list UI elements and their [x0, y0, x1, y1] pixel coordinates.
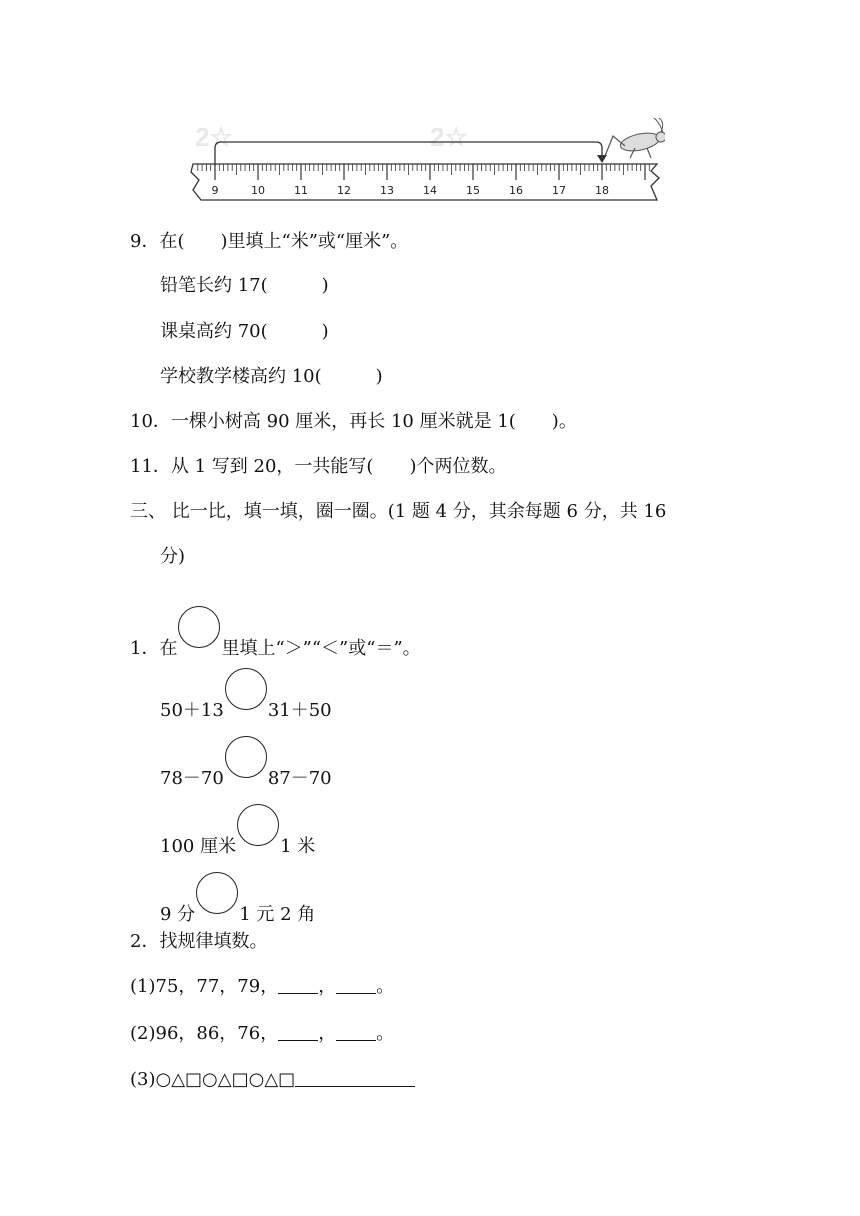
- compare-left: 9 分: [160, 904, 196, 925]
- compare-right: 31＋50: [267, 700, 332, 721]
- s3q1-prefix: 1．在: [130, 638, 178, 659]
- pattern-1: [130, 975, 394, 999]
- ruler-svg: [185, 118, 665, 208]
- ruler-tick-label: 12: [337, 184, 351, 197]
- pattern-1-prefix: (1)75，77，79，: [130, 976, 279, 997]
- ruler-tick-label: 16: [509, 184, 523, 197]
- compare-row-4: [160, 872, 315, 935]
- grasshopper-head: [656, 132, 665, 142]
- arrow-head: [597, 155, 607, 163]
- watermark: 2☆: [430, 122, 468, 152]
- pattern-3: [130, 1068, 415, 1092]
- pattern-2-prefix: (2)96，86，76，: [130, 1023, 279, 1044]
- pattern-1-blank-b[interactable]: [336, 977, 376, 994]
- ruler-tick-label: 9: [211, 184, 219, 197]
- compare-circle[interactable]: [237, 804, 279, 846]
- pattern-2: [130, 1022, 394, 1046]
- arrow-line: [215, 142, 602, 166]
- pattern-1-end: 。: [376, 976, 395, 997]
- pattern-3-prefix: (3)○△□○△□○△□: [130, 1069, 296, 1090]
- compare-circle[interactable]: [225, 736, 267, 778]
- ruler-tick-label: 13: [380, 184, 394, 197]
- compare-row-1: [160, 668, 332, 731]
- s3q1-suffix: 里填上“＞”“＜”或“＝”。: [221, 638, 421, 659]
- pattern-1-sep: ，: [318, 976, 337, 997]
- compare-circle[interactable]: [225, 668, 267, 710]
- ruler-tick-label: 18: [595, 184, 609, 197]
- compare-row-3: [160, 804, 315, 867]
- s3q2-title: 2．找规律填数。: [130, 931, 268, 952]
- q9-item-3: 学校教学楼高约 10( ): [160, 366, 383, 387]
- compare-left: 78－70: [160, 768, 224, 789]
- q9-item-1: 铅笔长约 17( ): [160, 275, 329, 296]
- s3q1-title: [130, 606, 421, 669]
- q9-title: 9．在( )里填上“米”或“厘米”。: [130, 231, 409, 252]
- ruler-figure: [185, 118, 665, 208]
- pattern-2-end: 。: [376, 1023, 395, 1044]
- ruler-tick-label: 17: [552, 184, 566, 197]
- pattern-3-blank[interactable]: [295, 1070, 415, 1087]
- watermark: 2☆: [195, 122, 233, 152]
- compare-right: 1 元 2 角: [239, 904, 316, 925]
- compare-left: 50＋13: [160, 700, 224, 721]
- grasshopper-icon: [605, 118, 665, 158]
- section3-heading: 三、 比一比，填一填，圈一圈。(1 题 4 分，其余每题 6 分，共 16: [130, 501, 667, 522]
- pattern-2-sep: ，: [318, 1023, 337, 1044]
- section3-heading-cont: 分): [160, 546, 186, 567]
- ruler-tick-label: 11: [294, 184, 308, 197]
- q11: 11．从 1 写到 20，一共能写( )个两位数。: [130, 456, 507, 477]
- measure-arrow: [215, 142, 607, 166]
- compare-right: 87－70: [267, 768, 332, 789]
- ruler-tick-label: 15: [466, 184, 480, 197]
- compare-circle-sample: [178, 606, 220, 648]
- compare-circle[interactable]: [196, 872, 238, 914]
- compare-right: 1 米: [280, 836, 316, 857]
- ruler-tick-label: 14: [423, 184, 437, 197]
- grasshopper-antennae: [651, 118, 663, 133]
- compare-row-2: [160, 736, 332, 799]
- ruler-tick-label: 10: [251, 184, 265, 197]
- pattern-2-blank-b[interactable]: [336, 1024, 376, 1041]
- q9-item-2: 课桌高约 70( ): [160, 321, 329, 342]
- pattern-2-blank-a[interactable]: [278, 1024, 318, 1041]
- compare-left: 100 厘米: [160, 836, 237, 857]
- q10: 10．一棵小树高 90 厘米，再长 10 厘米就是 1( )。: [130, 411, 577, 432]
- pattern-1-blank-a[interactable]: [278, 977, 318, 994]
- grasshopper-body: [619, 130, 661, 154]
